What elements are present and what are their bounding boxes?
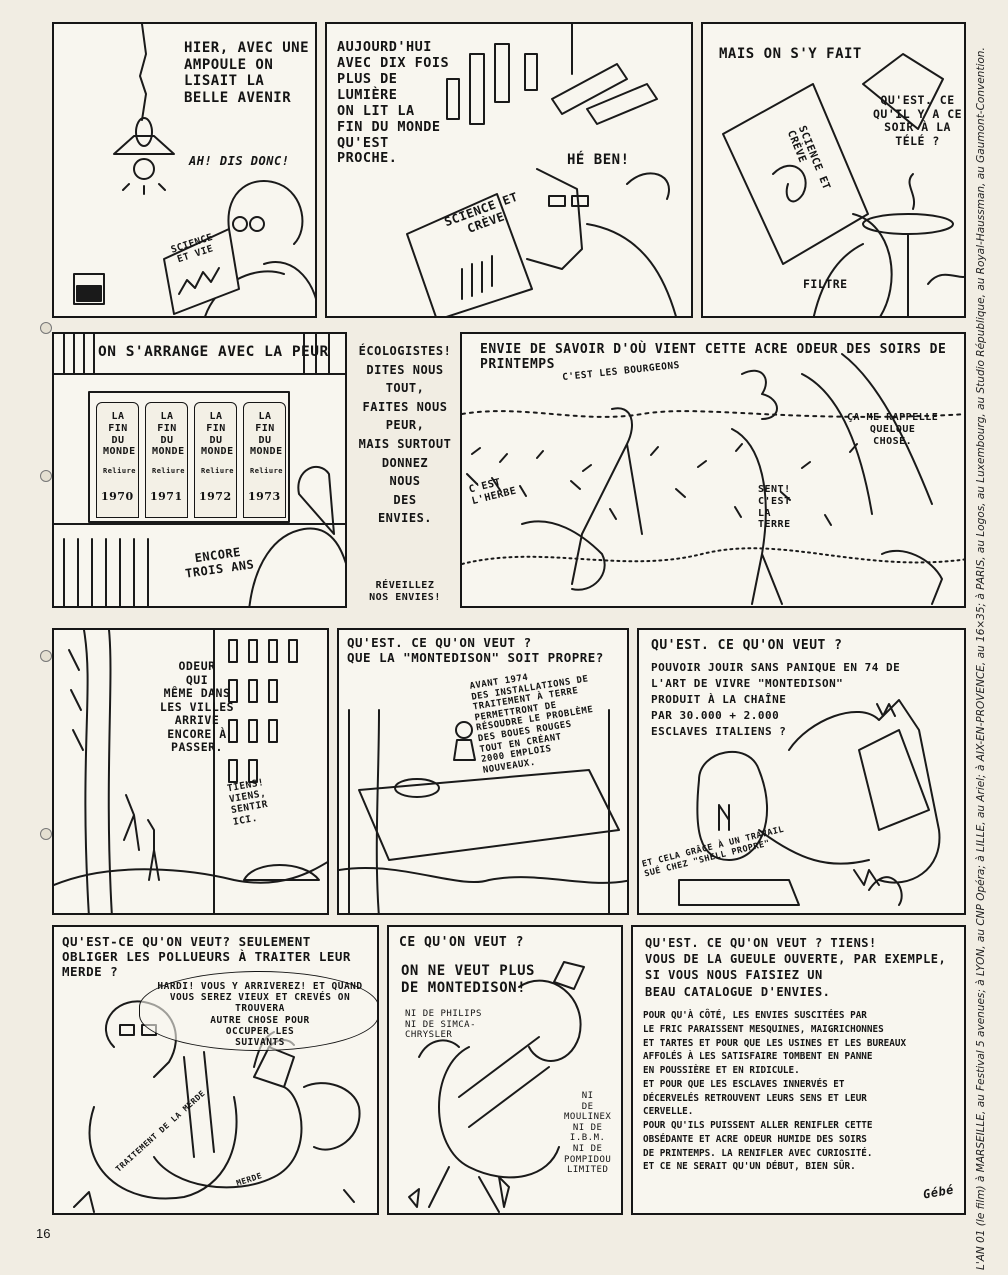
- panel-caption: HIER, AVEC UNE AMPOULE ON LISAIT LA BELLE AVENIR: [184, 40, 310, 106]
- speech-text: HARDI! VOUS Y ARRIVEREZ! ET QUAND VOUS SEREZ VIEUX ET CREVÉS ON TROUVERA AUTRE CHOSE POUR OCCUPER LES SUIVANTS: [157, 981, 363, 1049]
- panel-5-ecologists: [355, 332, 455, 608]
- side-credits: L'AN 01 (le film) à MARSEILLE, au Festival 5 avenues; à LYON, au CNP Opéra; à LILLE, au Ariel; à AIX-EN-PROVENCE, au 16×35; à PARIS, au Logos, au Luxembourg, au Studio République, au Royal-Haussman, au Gaumont-Convention.: [975, 47, 987, 1270]
- binder-hole: [40, 322, 52, 334]
- speech-text: ÇA ME RAPPELLE QUELQUE CHOSE.: [847, 412, 939, 447]
- panel-8-montedison-clean: [337, 628, 629, 915]
- binder-hole: [40, 650, 52, 662]
- panel-caption: ODEUR QUI MÊME DANS LES VILLES ARRIVE ENCORE À PASSER.: [159, 659, 235, 755]
- magazine-title: SCIENCE ET VIE: [169, 231, 215, 266]
- panel-7-city-odor: [52, 628, 329, 915]
- book-title: LA FIN DU MONDE: [152, 411, 185, 458]
- filtre-label: FILTRE: [803, 277, 848, 291]
- speech-text: QU'EST. CE QU'IL Y A CE SOIR À LA TÉLÉ ?: [873, 93, 963, 148]
- panel-caption: ENVIE DE SAVOIR D'OÙ VIENT CETTE ACRE ODEUR DES SOIRS DE PRINTEMPS: [480, 342, 947, 373]
- hose-label: MERDE: [235, 1171, 264, 1188]
- panel-caption: QU'EST-CE QU'ON VEUT? SEULEMENT OBLIGER LES POLLUEURS À TRAITER LEUR MERDE ?: [62, 934, 351, 979]
- hose-label: TRAITEMENT DE LA MERDE: [114, 1088, 207, 1174]
- magazine-title: SCIENCE ET CRÈVE: [442, 189, 520, 236]
- book: [145, 402, 188, 518]
- panel-caption: AUJOURD'HUI AVEC DIX FOIS PLUS DE LUMIÈRE ON LIT LA FIN DU MONDE QU'EST PROCHE.: [337, 39, 450, 167]
- panel-caption: ÉCOLOGISTES! DITES NOUS TOUT, FAITES NOUS PEUR, MAIS SURTOUT DONNEZ NOUS DES ENVIES.: [358, 344, 452, 526]
- page-number: 16: [36, 1226, 51, 1241]
- speech-text: C'EST LES BOURGEONS: [561, 359, 681, 384]
- book: [96, 402, 139, 518]
- spring-scene-drawing: [462, 334, 966, 608]
- book-sub: Reliure: [201, 467, 235, 475]
- panel-6-spring-smell: [460, 332, 966, 608]
- panel-caption: CE QU'ON VEUT ?: [399, 935, 524, 950]
- headline-text: ON NE VEUT PLUS DE MONTEDISON!: [401, 963, 535, 996]
- binder-hole: [40, 470, 52, 482]
- panel-11-ne-veut-plus: [387, 925, 623, 1215]
- panel-12-catalogue: [631, 925, 966, 1215]
- panel-caption: MAIS ON S'Y FAIT: [719, 46, 862, 62]
- book-sub: Reliure: [152, 467, 186, 475]
- book-title: LA FIN DU MONDE: [250, 411, 283, 458]
- book-year: 1972: [199, 490, 232, 503]
- speech-text: HÉ BEN!: [567, 152, 630, 168]
- panel-4-bookshelf: [52, 332, 347, 608]
- panel-caption: QU'EST. CE QU'ON VEUT ? QUE LA "MONTEDISON" SOIT PROPRE?: [347, 635, 604, 665]
- panel-caption: ON S'ARRANGE AVEC LA PEUR: [98, 344, 329, 360]
- speech-text: AH! DIS DONC!: [189, 154, 290, 168]
- book-year: 1970: [101, 490, 134, 503]
- speech-text: TIENS! VIENS, SENTIR ICI.: [226, 777, 269, 828]
- speech-text: SENT! C'EST LA TERRE: [758, 484, 791, 531]
- book: [243, 402, 286, 518]
- book-sub: Reliure: [250, 467, 284, 475]
- book: [194, 402, 237, 518]
- panel-caption: QU'EST. CE QU'ON VEUT ? TIENS! VOUS DE LA GUEULE OUVERTE, PAR EXEMPLE, SI VOUS NOUS FAISIEZ UN BEAU CATALOGUE D'ENVIES.: [645, 936, 947, 999]
- panel-9-art-de-vivre: [637, 628, 966, 915]
- signature: Gébé: [922, 1182, 955, 1202]
- panel-caption: QU'EST. CE QU'ON VEUT ?: [651, 638, 843, 653]
- panel-text: POUVOIR JOUIR SANS PANIQUE EN 74 DE L'ART DE VIVRE "MONTEDISON" PRODUIT À LA CHAÎNE PAR 30.000 + 2.000 ESCLAVES ITALIENS ?: [651, 661, 901, 738]
- panel-footer: ET CELA GRÂCE À UN TRAVAIL SUÉ CHEZ "SHELL PROPRE": [641, 824, 786, 880]
- book-title: LA FIN DU MONDE: [103, 411, 136, 458]
- book-year: 1973: [248, 490, 281, 503]
- binder-hole: [40, 828, 52, 840]
- tv-reader-drawing: [703, 24, 966, 318]
- panel-footer: RÉVEILLEZ NOS ENVIES!: [369, 580, 441, 603]
- speech-text: ENCORE TROIS ANS: [184, 544, 256, 581]
- book-sub: Reliure: [103, 467, 137, 475]
- panel-1-lamp-reader: [52, 22, 317, 318]
- panel-3-tv-reader: [701, 22, 966, 318]
- panel-body: POUR QU'À CÔTÉ, LES ENVIES SUSCITÉES PAR LE FRIC PARAISSENT MESQUINES, MAIGRICHONNES ET TARTES ET POUR QUE LES USINES ET LES BUREAUX AFFOLÉS À LES SATISFAIRE TOMBENT EN PANNE EN POUSSIÈRE ET EN RIDICULE. ET POUR QUE LES ESCLAVES INNERVÉS ET DÉCERVELÉS RETROUVENT LEURS SENS ET LEUR CERVELLE. POUR QU'ILS PUISSENT ALLER RENIFLER CETTE OBSÉDANTE ET ACRE ODEUR HUMIDE DES SOIRS DE PRINTEMPS. LA RENIFLER AVEC CURIOSITÉ. ET CE NE SERAIT QU'UN DÉBUT, BIEN SÛR.: [643, 1010, 907, 1173]
- magazine-title: SCIENCE ET CRÈVE: [784, 124, 833, 192]
- panel-text: NI DE MOULINEX NI DE I.B.M. NI DE POMPIDOU LIMITED: [564, 1091, 612, 1176]
- panel-10-pollueurs: [52, 925, 379, 1215]
- book-year: 1971: [150, 490, 183, 503]
- panel-text: AVANT 1974 DES INSTALLATIONS DE TRAITEMENT À TERRE PERMETTRONT DE RÉSOUDRE LE PROBLÈME DES BOUES ROUGES TOUT EN CRÉANT 2000 EMPLOIS NOUVEAUX.: [469, 672, 595, 776]
- book-row: [96, 402, 286, 518]
- panel-text: NI DE PHILIPS NI DE SIMCA- CHRYSLER: [405, 1009, 482, 1041]
- speech-text: C'EST L'HERBE: [467, 476, 518, 507]
- book-title: LA FIN DU MONDE: [201, 411, 234, 458]
- panel-2-neon-reader: [325, 22, 693, 318]
